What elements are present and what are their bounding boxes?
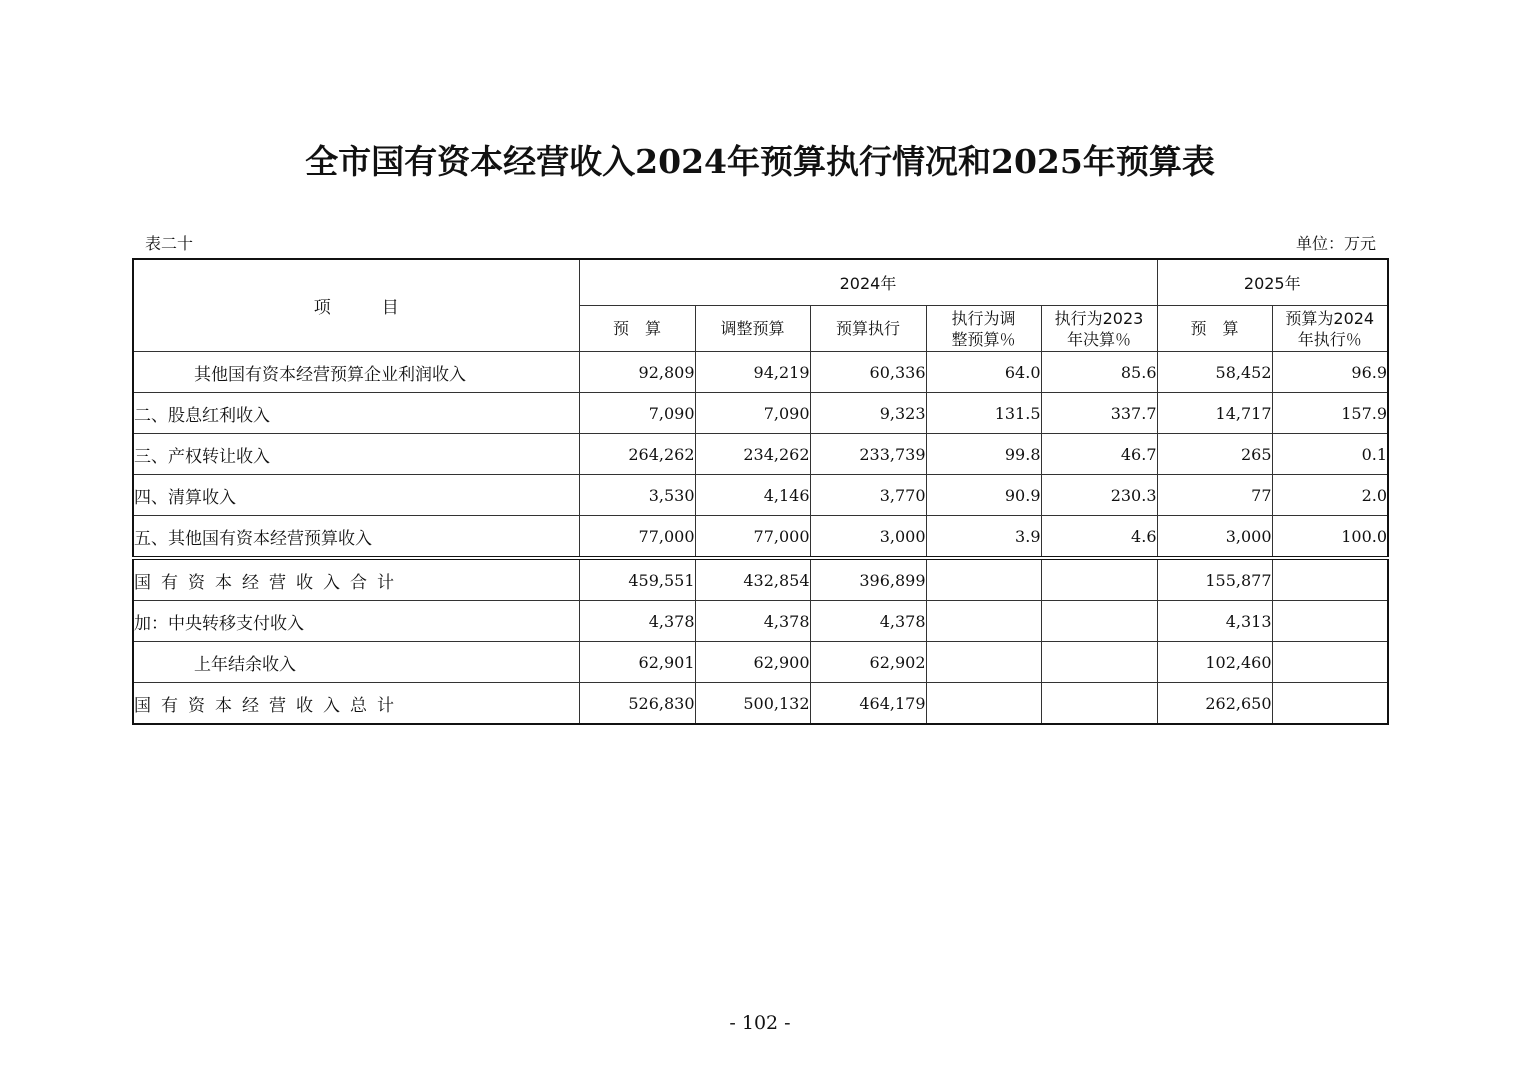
cell-exec-vs-2023 <box>1041 683 1157 725</box>
row-label: 五、其他国有资本经营预算收入 <box>133 516 579 559</box>
cell-exec-vs-adjusted <box>926 558 1041 601</box>
row-label: 三、产权转让收入 <box>133 434 579 475</box>
cell-budget-2025: 14,717 <box>1157 393 1272 434</box>
exec-vs-2023-line2: 年决算％ <box>1066 329 1131 349</box>
table-row <box>133 434 1388 475</box>
cell-execution: 233,739 <box>810 434 926 475</box>
row-label: 二、股息红利收入 <box>133 393 579 434</box>
cell-exec-vs-2023: 46.7 <box>1041 434 1157 475</box>
cell-budget-2025: 155,877 <box>1157 558 1272 601</box>
cell-exec-vs-adjusted: 3.9 <box>926 516 1041 559</box>
cell-exec-vs-adjusted: 131.5 <box>926 393 1041 434</box>
cell-budget-2024: 526,830 <box>579 683 695 725</box>
cell-budget-vs-2024 <box>1272 642 1388 683</box>
cell-adjusted-budget: 62,900 <box>695 642 810 683</box>
cell-exec-vs-adjusted <box>926 601 1041 642</box>
item-column-header: 项 目 <box>133 259 579 352</box>
table-row <box>133 601 1388 642</box>
year-2024-header: 2024年 <box>579 259 1157 306</box>
table-number: 表二十 <box>145 234 194 253</box>
cell-execution: 4,378 <box>810 601 926 642</box>
cell-budget-2024: 77,000 <box>579 516 695 559</box>
exec-vs-adjusted-line2: 整预算％ <box>951 329 1016 349</box>
cell-budget-2025: 262,650 <box>1157 683 1272 725</box>
cell-adjusted-budget: 94,219 <box>695 352 810 393</box>
row-label: 上年结余收入 <box>133 642 579 683</box>
exec-vs-adjusted-header <box>926 306 1041 352</box>
cell-execution: 60,336 <box>810 352 926 393</box>
cell-exec-vs-adjusted: 64.0 <box>926 352 1041 393</box>
cell-budget-vs-2024 <box>1272 558 1388 601</box>
cell-exec-vs-adjusted: 99.8 <box>926 434 1041 475</box>
cell-adjusted-budget: 432,854 <box>695 558 810 601</box>
cell-budget-2025: 4,313 <box>1157 601 1272 642</box>
exec-vs-2023-header <box>1041 306 1157 352</box>
table-row <box>133 393 1388 434</box>
row-label: 四、清算收入 <box>133 475 579 516</box>
cell-execution: 3,770 <box>810 475 926 516</box>
cell-budget-2024: 459,551 <box>579 558 695 601</box>
year-2025-header: 2025年 <box>1157 259 1388 306</box>
row-label: 其他国有资本经营预算企业利润收入 <box>133 352 579 393</box>
cell-budget-2024: 3,530 <box>579 475 695 516</box>
cell-exec-vs-adjusted <box>926 642 1041 683</box>
cell-budget-2024: 4,378 <box>579 601 695 642</box>
cell-exec-vs-2023 <box>1041 642 1157 683</box>
budget-vs-2024-line1: 预算为2024 <box>1285 308 1375 328</box>
page-title: 全市国有资本经营收入2024年预算执行情况和2025年预算表 <box>305 142 1215 181</box>
cell-adjusted-budget: 77,000 <box>695 516 810 559</box>
exec-vs-2023-line1: 执行为2023 <box>1054 308 1144 328</box>
table-row <box>133 642 1388 683</box>
cell-adjusted-budget: 7,090 <box>695 393 810 434</box>
budget-2025-header: 预 算 <box>1157 306 1272 352</box>
cell-budget-vs-2024 <box>1272 601 1388 642</box>
cell-exec-vs-adjusted <box>926 683 1041 725</box>
cell-exec-vs-adjusted: 90.9 <box>926 475 1041 516</box>
row-label: 加：中央转移支付收入 <box>133 601 579 642</box>
cell-execution: 396,899 <box>810 558 926 601</box>
budget-table <box>132 258 1389 725</box>
cell-budget-2025: 77 <box>1157 475 1272 516</box>
budget-vs-2024-line2: 年执行％ <box>1297 329 1362 349</box>
cell-budget-vs-2024: 0.1 <box>1272 434 1388 475</box>
total-row <box>133 683 1388 725</box>
cell-budget-2025: 265 <box>1157 434 1272 475</box>
cell-execution: 464,179 <box>810 683 926 725</box>
cell-budget-vs-2024: 157.9 <box>1272 393 1388 434</box>
cell-adjusted-budget: 4,146 <box>695 475 810 516</box>
table-row <box>133 516 1388 559</box>
cell-exec-vs-2023: 85.6 <box>1041 352 1157 393</box>
subtotal-row <box>133 558 1388 601</box>
row-label: 国有资本经营收入总计 <box>133 683 579 725</box>
cell-budget-2025: 58,452 <box>1157 352 1272 393</box>
cell-adjusted-budget: 4,378 <box>695 601 810 642</box>
cell-exec-vs-2023: 230.3 <box>1041 475 1157 516</box>
table-row <box>133 352 1388 393</box>
cell-execution: 9,323 <box>810 393 926 434</box>
cell-adjusted-budget: 500,132 <box>695 683 810 725</box>
cell-budget-2024: 7,090 <box>579 393 695 434</box>
cell-budget-2025: 102,460 <box>1157 642 1272 683</box>
cell-budget-2025: 3,000 <box>1157 516 1272 559</box>
table-row <box>133 475 1388 516</box>
execution-header: 预算执行 <box>810 306 926 352</box>
unit-label: 单位：万元 <box>1295 234 1376 253</box>
cell-exec-vs-2023: 4.6 <box>1041 516 1157 559</box>
cell-execution: 62,902 <box>810 642 926 683</box>
exec-vs-adjusted-line1: 执行为调 <box>951 308 1016 328</box>
cell-execution: 3,000 <box>810 516 926 559</box>
cell-exec-vs-2023 <box>1041 601 1157 642</box>
cell-budget-vs-2024 <box>1272 683 1388 725</box>
cell-budget-vs-2024: 100.0 <box>1272 516 1388 559</box>
adjusted-budget-header: 调整预算 <box>695 306 810 352</box>
cell-adjusted-budget: 234,262 <box>695 434 810 475</box>
cell-exec-vs-2023: 337.7 <box>1041 393 1157 434</box>
page-number: - 102 - <box>729 1012 791 1034</box>
cell-budget-2024: 92,809 <box>579 352 695 393</box>
cell-budget-vs-2024: 96.9 <box>1272 352 1388 393</box>
cell-exec-vs-2023 <box>1041 558 1157 601</box>
budget-vs-2024-header <box>1272 306 1388 352</box>
cell-budget-2024: 62,901 <box>579 642 695 683</box>
budget-2024-header: 预 算 <box>579 306 695 352</box>
cell-budget-2024: 264,262 <box>579 434 695 475</box>
cell-budget-vs-2024: 2.0 <box>1272 475 1388 516</box>
row-label: 国有资本经营收入合计 <box>133 558 579 601</box>
